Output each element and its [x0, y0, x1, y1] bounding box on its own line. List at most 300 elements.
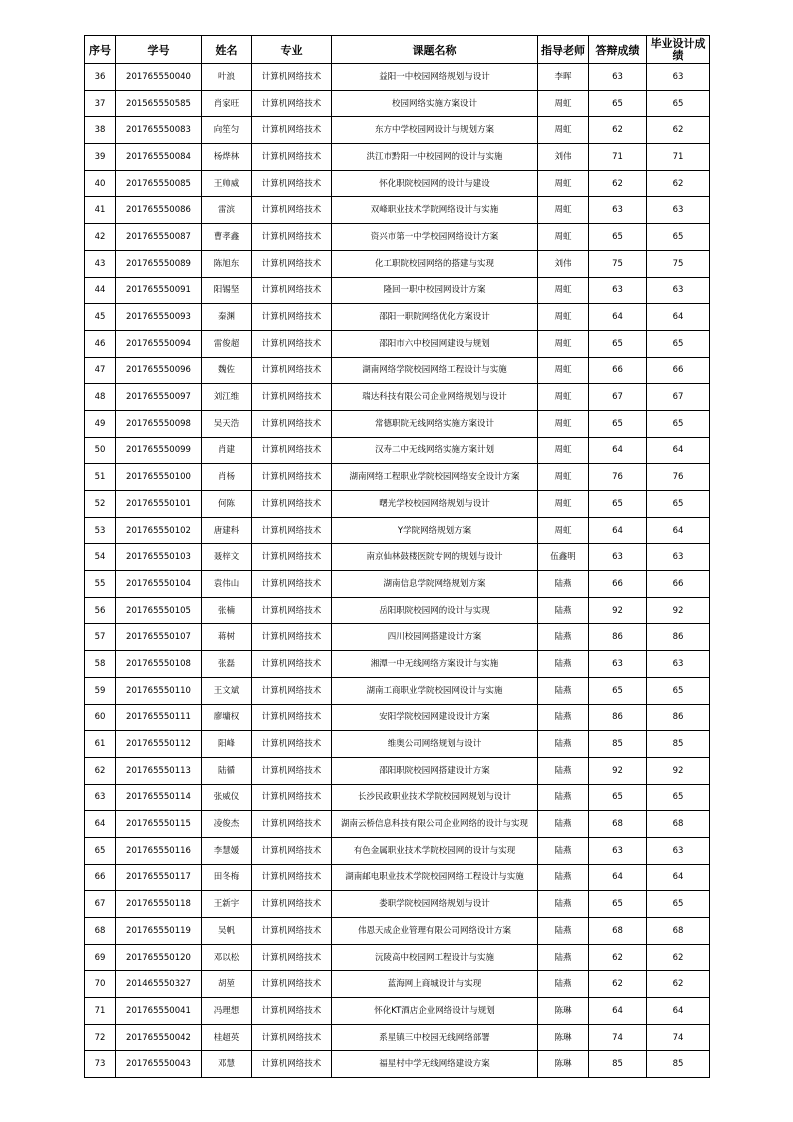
cell-advisor: 陆燕 [538, 784, 589, 811]
cell-student-id: 201765550103 [116, 544, 202, 571]
cell-final-score: 76 [647, 464, 710, 491]
table-row [85, 304, 710, 331]
table-row [85, 357, 710, 384]
cell-major: 计算机网络技术 [252, 891, 332, 918]
cell-major: 计算机网络技术 [252, 464, 332, 491]
cell-major: 计算机网络技术 [252, 1051, 332, 1078]
table-row [85, 597, 710, 624]
table-row [85, 170, 710, 197]
table-row [85, 998, 710, 1025]
cell-final-score: 65 [647, 491, 710, 518]
cell-defense-score: 65 [589, 224, 647, 251]
cell-no: 45 [85, 304, 116, 331]
cell-advisor: 陆燕 [538, 864, 589, 891]
cell-defense-score: 64 [589, 304, 647, 331]
table-row [85, 944, 710, 971]
cell-student-id: 201765550085 [116, 170, 202, 197]
cell-topic: 湖南工商职业学院校园网设计与实施 [332, 677, 538, 704]
cell-name: 陈旭东 [202, 250, 252, 277]
cell-topic: 瑞达科技有限公司企业网络规划与设计 [332, 384, 538, 411]
cell-student-id: 201765550113 [116, 757, 202, 784]
cell-name: 凌俊杰 [202, 811, 252, 838]
cell-name: 廖墉权 [202, 704, 252, 731]
cell-advisor: 周虹 [538, 117, 589, 144]
cell-major: 计算机网络技术 [252, 437, 332, 464]
cell-topic: Y学院网络规划方案 [332, 517, 538, 544]
header-no: 序号 [85, 36, 116, 64]
cell-defense-score: 76 [589, 464, 647, 491]
cell-defense-score: 62 [589, 117, 647, 144]
table-row [85, 811, 710, 838]
cell-student-id: 201765550111 [116, 704, 202, 731]
cell-name: 邓以松 [202, 944, 252, 971]
cell-major: 计算机网络技术 [252, 170, 332, 197]
table-row [85, 651, 710, 678]
cell-topic: 邵阳一职院网络优化方案设计 [332, 304, 538, 331]
cell-name: 陆循 [202, 757, 252, 784]
cell-defense-score: 63 [589, 837, 647, 864]
cell-student-id: 201765550102 [116, 517, 202, 544]
cell-student-id: 201765550115 [116, 811, 202, 838]
cell-defense-score: 62 [589, 971, 647, 998]
cell-name: 叶浪 [202, 64, 252, 91]
cell-topic: 隆回一职中校园网设计方案 [332, 277, 538, 304]
cell-name: 阳锡坚 [202, 277, 252, 304]
cell-topic: 资兴市第一中学校园网络设计方案 [332, 224, 538, 251]
header-defense-score: 答辩成绩 [589, 36, 647, 64]
table-row [85, 144, 710, 171]
cell-name: 阳峰 [202, 731, 252, 758]
cell-advisor: 陆燕 [538, 891, 589, 918]
cell-name: 唐建科 [202, 517, 252, 544]
cell-major: 计算机网络技术 [252, 624, 332, 651]
cell-student-id: 201565550585 [116, 90, 202, 117]
cell-defense-score: 68 [589, 811, 647, 838]
cell-advisor: 周虹 [538, 330, 589, 357]
cell-topic: 汉寿二中无线网络实施方案计划 [332, 437, 538, 464]
cell-no: 63 [85, 784, 116, 811]
cell-name: 田冬梅 [202, 864, 252, 891]
table-row [85, 918, 710, 945]
cell-final-score: 92 [647, 757, 710, 784]
cell-name: 雷俊超 [202, 330, 252, 357]
table-row [85, 464, 710, 491]
cell-major: 计算机网络技术 [252, 1024, 332, 1051]
cell-no: 53 [85, 517, 116, 544]
cell-major: 计算机网络技术 [252, 197, 332, 224]
cell-major: 计算机网络技术 [252, 144, 332, 171]
cell-advisor: 周虹 [538, 357, 589, 384]
cell-topic: 双峰职业技术学院网络设计与实施 [332, 197, 538, 224]
cell-final-score: 68 [647, 918, 710, 945]
cell-topic: 湖南云桥信息科技有限公司企业网络的设计与实现 [332, 811, 538, 838]
cell-name: 聂梓文 [202, 544, 252, 571]
cell-no: 68 [85, 918, 116, 945]
cell-major: 计算机网络技术 [252, 277, 332, 304]
cell-name: 胡堃 [202, 971, 252, 998]
cell-major: 计算机网络技术 [252, 544, 332, 571]
cell-topic: 湖南网络学院校园网络工程设计与实施 [332, 357, 538, 384]
cell-name: 邓慧 [202, 1051, 252, 1078]
cell-name: 何陈 [202, 491, 252, 518]
cell-defense-score: 64 [589, 864, 647, 891]
cell-defense-score: 65 [589, 330, 647, 357]
table-row [85, 64, 710, 91]
cell-topic: 化工职院校园网络的搭建与实现 [332, 250, 538, 277]
cell-student-id: 201765550086 [116, 197, 202, 224]
cell-student-id: 201765550107 [116, 624, 202, 651]
cell-no: 64 [85, 811, 116, 838]
cell-final-score: 65 [647, 90, 710, 117]
cell-final-score: 65 [647, 410, 710, 437]
cell-topic: 东方中学校园网设计与规划方案 [332, 117, 538, 144]
cell-student-id: 201765550120 [116, 944, 202, 971]
cell-final-score: 71 [647, 144, 710, 171]
cell-student-id: 201765550097 [116, 384, 202, 411]
cell-no: 43 [85, 250, 116, 277]
cell-topic: 湘潭一中无线网络方案设计与实施 [332, 651, 538, 678]
cell-student-id: 201765550042 [116, 1024, 202, 1051]
cell-topic: 湖南信息学院网络规划方案 [332, 571, 538, 598]
cell-final-score: 63 [647, 64, 710, 91]
cell-major: 计算机网络技术 [252, 998, 332, 1025]
cell-advisor: 陆燕 [538, 971, 589, 998]
cell-final-score: 75 [647, 250, 710, 277]
cell-major: 计算机网络技术 [252, 491, 332, 518]
cell-no: 70 [85, 971, 116, 998]
header-topic: 课题名称 [332, 36, 538, 64]
cell-no: 61 [85, 731, 116, 758]
table-row [85, 410, 710, 437]
cell-major: 计算机网络技术 [252, 864, 332, 891]
cell-advisor: 周虹 [538, 304, 589, 331]
table-row [85, 891, 710, 918]
cell-major: 计算机网络技术 [252, 250, 332, 277]
cell-no: 38 [85, 117, 116, 144]
cell-no: 50 [85, 437, 116, 464]
cell-final-score: 64 [647, 998, 710, 1025]
cell-student-id: 201765550094 [116, 330, 202, 357]
cell-advisor: 陈琳 [538, 998, 589, 1025]
cell-advisor: 刘伟 [538, 250, 589, 277]
cell-defense-score: 66 [589, 357, 647, 384]
cell-advisor: 周虹 [538, 90, 589, 117]
cell-defense-score: 92 [589, 597, 647, 624]
cell-student-id: 201765550116 [116, 837, 202, 864]
cell-defense-score: 63 [589, 544, 647, 571]
cell-name: 肖杨 [202, 464, 252, 491]
cell-student-id: 201765550105 [116, 597, 202, 624]
cell-defense-score: 64 [589, 517, 647, 544]
table-row [85, 277, 710, 304]
cell-advisor: 周虹 [538, 437, 589, 464]
cell-name: 刘江维 [202, 384, 252, 411]
cell-major: 计算机网络技术 [252, 330, 332, 357]
cell-defense-score: 64 [589, 998, 647, 1025]
cell-name: 向笙匀 [202, 117, 252, 144]
cell-final-score: 63 [647, 544, 710, 571]
cell-topic: 益阳一中校园网络规划与设计 [332, 64, 538, 91]
cell-advisor: 周虹 [538, 170, 589, 197]
cell-no: 59 [85, 677, 116, 704]
cell-name: 吴天浩 [202, 410, 252, 437]
cell-advisor: 陆燕 [538, 704, 589, 731]
cell-topic: 怀化KT酒店企业网络设计与规划 [332, 998, 538, 1025]
cell-student-id: 201765550040 [116, 64, 202, 91]
cell-final-score: 86 [647, 624, 710, 651]
cell-advisor: 周虹 [538, 491, 589, 518]
cell-advisor: 伍鑫明 [538, 544, 589, 571]
cell-student-id: 201765550091 [116, 277, 202, 304]
cell-advisor: 周虹 [538, 464, 589, 491]
cell-no: 42 [85, 224, 116, 251]
cell-no: 39 [85, 144, 116, 171]
cell-topic: 邵阳市六中校园网建设与规划 [332, 330, 538, 357]
cell-defense-score: 68 [589, 918, 647, 945]
table-row [85, 117, 710, 144]
cell-student-id: 201465550327 [116, 971, 202, 998]
cell-advisor: 周虹 [538, 410, 589, 437]
table-row [85, 677, 710, 704]
cell-final-score: 92 [647, 597, 710, 624]
table-row [85, 1051, 710, 1078]
cell-student-id: 201765550100 [116, 464, 202, 491]
table-row [85, 544, 710, 571]
cell-topic: 有色金属职业技术学院校园网的设计与实现 [332, 837, 538, 864]
table-row [85, 864, 710, 891]
cell-major: 计算机网络技术 [252, 757, 332, 784]
cell-topic: 曙光学校校园网络规划与设计 [332, 491, 538, 518]
cell-no: 57 [85, 624, 116, 651]
grades-table [84, 35, 710, 1078]
table-header [85, 36, 710, 64]
cell-student-id: 201765550114 [116, 784, 202, 811]
cell-advisor: 陆燕 [538, 597, 589, 624]
cell-final-score: 68 [647, 811, 710, 838]
table-row [85, 1024, 710, 1051]
cell-final-score: 62 [647, 944, 710, 971]
cell-major: 计算机网络技术 [252, 224, 332, 251]
cell-final-score: 65 [647, 224, 710, 251]
cell-defense-score: 65 [589, 90, 647, 117]
cell-student-id: 201765550087 [116, 224, 202, 251]
table-row [85, 491, 710, 518]
cell-major: 计算机网络技术 [252, 704, 332, 731]
cell-defense-score: 92 [589, 757, 647, 784]
cell-defense-score: 63 [589, 277, 647, 304]
cell-advisor: 陆燕 [538, 918, 589, 945]
cell-no: 46 [85, 330, 116, 357]
cell-student-id: 201765550117 [116, 864, 202, 891]
cell-no: 67 [85, 891, 116, 918]
cell-final-score: 74 [647, 1024, 710, 1051]
cell-name: 雷滨 [202, 197, 252, 224]
cell-defense-score: 62 [589, 944, 647, 971]
cell-student-id: 201765550083 [116, 117, 202, 144]
cell-advisor: 刘伟 [538, 144, 589, 171]
cell-major: 计算机网络技术 [252, 811, 332, 838]
cell-student-id: 201765550099 [116, 437, 202, 464]
cell-topic: 娄职学院校园网络规划与设计 [332, 891, 538, 918]
cell-defense-score: 71 [589, 144, 647, 171]
cell-topic: 怀化职院校园网的设计与建设 [332, 170, 538, 197]
cell-final-score: 65 [647, 677, 710, 704]
table-row [85, 224, 710, 251]
table-row [85, 90, 710, 117]
cell-advisor: 周虹 [538, 277, 589, 304]
cell-name: 秦渊 [202, 304, 252, 331]
cell-no: 49 [85, 410, 116, 437]
cell-major: 计算机网络技术 [252, 837, 332, 864]
cell-major: 计算机网络技术 [252, 651, 332, 678]
cell-no: 73 [85, 1051, 116, 1078]
cell-name: 吴帆 [202, 918, 252, 945]
header-major: 专业 [252, 36, 332, 64]
cell-defense-score: 86 [589, 624, 647, 651]
cell-no: 55 [85, 571, 116, 598]
cell-no: 58 [85, 651, 116, 678]
cell-major: 计算机网络技术 [252, 410, 332, 437]
cell-advisor: 陆燕 [538, 731, 589, 758]
table-row [85, 250, 710, 277]
cell-advisor: 陆燕 [538, 651, 589, 678]
cell-final-score: 86 [647, 704, 710, 731]
cell-student-id: 201765550119 [116, 918, 202, 945]
cell-major: 计算机网络技术 [252, 971, 332, 998]
cell-student-id: 201765550104 [116, 571, 202, 598]
cell-name: 王帅威 [202, 170, 252, 197]
table-row [85, 784, 710, 811]
cell-advisor: 周虹 [538, 517, 589, 544]
cell-name: 蒋树 [202, 624, 252, 651]
table-row [85, 731, 710, 758]
header-name: 姓名 [202, 36, 252, 64]
cell-student-id: 201765550101 [116, 491, 202, 518]
cell-major: 计算机网络技术 [252, 117, 332, 144]
cell-topic: 邵阳职院校园网搭建设计方案 [332, 757, 538, 784]
cell-advisor: 陆燕 [538, 811, 589, 838]
cell-defense-score: 65 [589, 491, 647, 518]
cell-defense-score: 62 [589, 170, 647, 197]
cell-student-id: 201765550093 [116, 304, 202, 331]
cell-no: 54 [85, 544, 116, 571]
cell-major: 计算机网络技术 [252, 384, 332, 411]
table-row [85, 571, 710, 598]
cell-no: 37 [85, 90, 116, 117]
cell-student-id: 201765550041 [116, 998, 202, 1025]
table-row [85, 330, 710, 357]
cell-final-score: 63 [647, 197, 710, 224]
cell-no: 52 [85, 491, 116, 518]
table-row [85, 757, 710, 784]
cell-major: 计算机网络技术 [252, 731, 332, 758]
cell-no: 36 [85, 64, 116, 91]
cell-final-score: 65 [647, 330, 710, 357]
header-final-score: 毕业设计成绩 [647, 36, 710, 64]
table-row [85, 197, 710, 224]
table-row [85, 384, 710, 411]
table-row [85, 624, 710, 651]
cell-defense-score: 63 [589, 651, 647, 678]
cell-final-score: 66 [647, 571, 710, 598]
cell-advisor: 陆燕 [538, 944, 589, 971]
cell-final-score: 64 [647, 437, 710, 464]
cell-final-score: 64 [647, 304, 710, 331]
cell-defense-score: 63 [589, 64, 647, 91]
cell-no: 48 [85, 384, 116, 411]
cell-final-score: 64 [647, 864, 710, 891]
cell-name: 张楠 [202, 597, 252, 624]
cell-final-score: 62 [647, 117, 710, 144]
cell-defense-score: 67 [589, 384, 647, 411]
cell-major: 计算机网络技术 [252, 597, 332, 624]
header-student-id: 学号 [116, 36, 202, 64]
cell-name: 肖家旺 [202, 90, 252, 117]
cell-major: 计算机网络技术 [252, 90, 332, 117]
cell-no: 40 [85, 170, 116, 197]
cell-name: 张磊 [202, 651, 252, 678]
cell-final-score: 66 [647, 357, 710, 384]
cell-topic: 湖南邮电职业技术学院校园网络工程设计与实施 [332, 864, 538, 891]
cell-major: 计算机网络技术 [252, 944, 332, 971]
cell-topic: 沅陵高中校园网工程设计与实施 [332, 944, 538, 971]
cell-final-score: 67 [647, 384, 710, 411]
cell-defense-score: 74 [589, 1024, 647, 1051]
cell-no: 47 [85, 357, 116, 384]
cell-name: 曹孝鑫 [202, 224, 252, 251]
cell-student-id: 201765550098 [116, 410, 202, 437]
cell-topic: 安阳学院校园网建设设计方案 [332, 704, 538, 731]
cell-major: 计算机网络技术 [252, 571, 332, 598]
cell-student-id: 201765550108 [116, 651, 202, 678]
cell-major: 计算机网络技术 [252, 784, 332, 811]
table-row [85, 517, 710, 544]
cell-student-id: 201765550043 [116, 1051, 202, 1078]
cell-final-score: 85 [647, 731, 710, 758]
cell-topic: 南京仙林鼓楼医院专网的规划与设计 [332, 544, 538, 571]
cell-final-score: 63 [647, 837, 710, 864]
cell-topic: 蓝海网上商城设计与实现 [332, 971, 538, 998]
cell-topic: 维奥公司网络规划与设计 [332, 731, 538, 758]
cell-no: 71 [85, 998, 116, 1025]
cell-topic: 岳阳职院校园网的设计与实现 [332, 597, 538, 624]
cell-advisor: 陆燕 [538, 571, 589, 598]
header-advisor: 指导老师 [538, 36, 589, 64]
cell-name: 杨烨林 [202, 144, 252, 171]
cell-name: 王文斌 [202, 677, 252, 704]
cell-defense-score: 85 [589, 731, 647, 758]
cell-advisor: 陈琳 [538, 1024, 589, 1051]
cell-no: 56 [85, 597, 116, 624]
cell-no: 69 [85, 944, 116, 971]
cell-advisor: 陆燕 [538, 624, 589, 651]
cell-advisor: 李晖 [538, 64, 589, 91]
cell-major: 计算机网络技术 [252, 357, 332, 384]
cell-name: 桂超英 [202, 1024, 252, 1051]
cell-final-score: 62 [647, 170, 710, 197]
table-row [85, 704, 710, 731]
cell-final-score: 65 [647, 784, 710, 811]
cell-no: 41 [85, 197, 116, 224]
cell-advisor: 周虹 [538, 384, 589, 411]
cell-topic: 四川校园网搭建设计方案 [332, 624, 538, 651]
cell-name: 李慧媛 [202, 837, 252, 864]
cell-advisor: 陆燕 [538, 837, 589, 864]
cell-defense-score: 65 [589, 410, 647, 437]
cell-final-score: 65 [647, 891, 710, 918]
cell-topic: 常德职院无线网络实施方案设计 [332, 410, 538, 437]
cell-topic: 洪江市黔阳一中校园网的设计与实施 [332, 144, 538, 171]
